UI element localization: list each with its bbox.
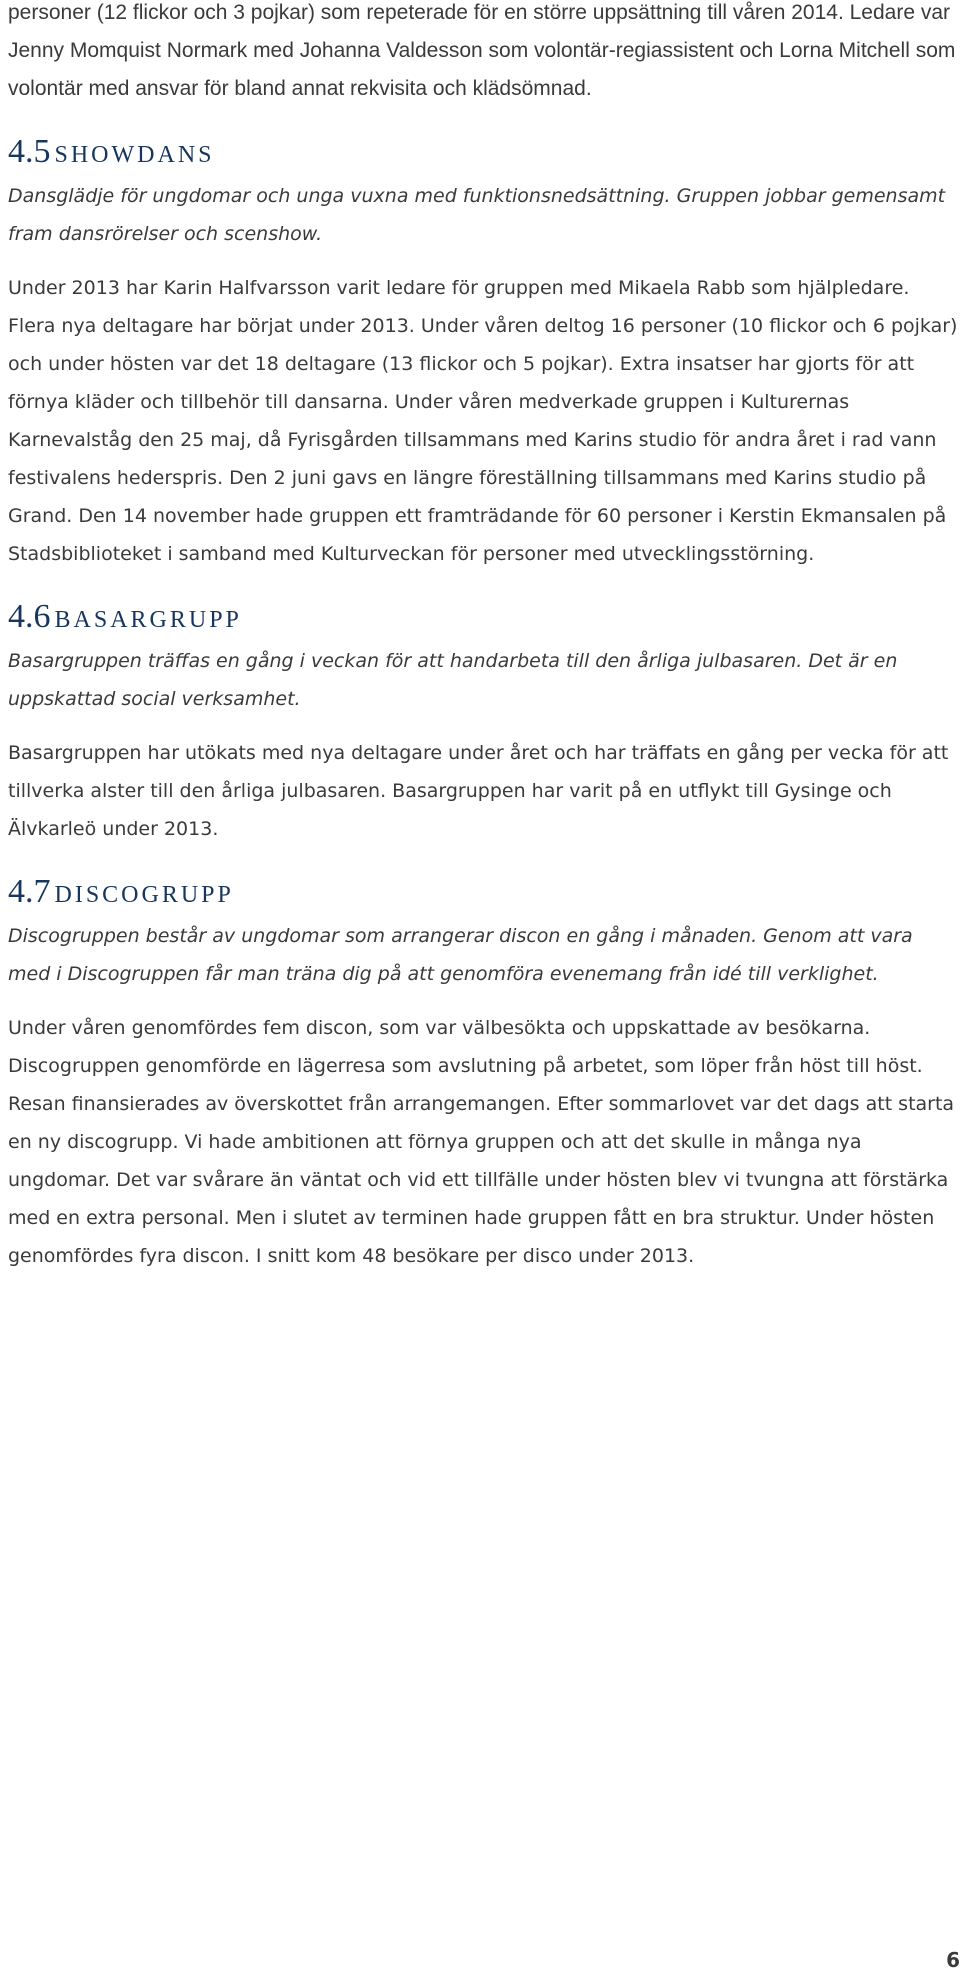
section-lead: Discogruppen består av ungdomar som arrangerar discon en gång i månaden. Genom att vara med i Discogruppen får man träna dig på att genomföra evenemang från idé till verklighet. — [8, 925, 913, 985]
section-number: 4.5 — [8, 133, 51, 170]
section-showdans — [8, 130, 958, 573]
section-body: Basargruppen har utökats med nya deltagare under året och har träffats en gång per vecka för att tillverka alster till den årliga julbasaren. Basargruppen har varit på en utflykt till Gysinge och Älvkarleö under 2013. — [8, 742, 949, 840]
section-number: 4.7 — [8, 873, 51, 910]
section-number: 4.6 — [8, 598, 51, 635]
section-lead: Dansglädje för ungdomar och unga vuxna med funktionsnedsättning. Gruppen jobbar gemensamt fram dansrörelser och scenshow. — [8, 185, 946, 245]
section-heading — [8, 870, 958, 917]
section-title: DISCOGRUPP — [54, 882, 234, 908]
section-heading — [8, 130, 958, 177]
document-page — [8, 0, 958, 1275]
section-title: SHOWDANS — [54, 142, 215, 168]
intro-paragraph: personer (12 flickor och 3 pojkar) som repeterade för en större uppsättning till våren 2014. Ledare var Jenny Momquist Normark med Johanna Valdesson som volontär-regiassistent och Lorna Mitchell som volontär med ansvar för bland annat rekvisita och klädsömnad. — [8, 1, 956, 100]
page-number: 6 — [946, 1948, 960, 1972]
section-body: Under 2013 har Karin Halfvarsson varit ledare för gruppen med Mikaela Rabb som hjälpledare. Flera nya deltagare har börjat under 2013. Under våren deltog 16 personer (10 flickor och 6 pojkar) och under hösten var det 18 deltagare (13 flickor och 5 pojkar). Extra insatser har gjorts för att förnya kläder och tillbehör till dansarna. Under våren medverkade gruppen i Kulturernas Karnevalståg den 25 maj, då Fyrisgården tillsammans med Karins studio för andra året i rad vann festivalens hederspris. Den 2 juni gavs en längre föreställning tillsammans med Karins studio på Grand. Den 14 november hade gruppen ett framträdande för 60 personer i Kerstin Ekmansalen på Stadsbiblioteket i samband med Kulturveckan för personer med utvecklingsstörning. — [8, 277, 958, 565]
section-body: Under våren genomfördes fem discon, som var välbesökta och uppskattade av besökarna. Discogruppen genomförde en lägerresa som avslutning på arbetet, som löper från höst till höst. Resan finansierades av överskottet från arrangemangen. Efter sommarlovet var det dags att starta en ny discogrupp. Vi hade ambitionen att förnya gruppen och att det skulle in många nya ungdomar. Det var svårare än väntat och vid ett tillfälle under hösten blev vi tvungna att förstärka med en extra personal. Men i slutet av terminen hade gruppen fått en bra struktur. Under hösten genomfördes fyra discon. I snitt kom 48 besökare per disco under 2013. — [8, 1017, 955, 1267]
section-lead: Basargruppen träffas en gång i veckan för att handarbeta till den årliga julbasaren. Det är en uppskattad social verksamhet. — [8, 650, 898, 710]
section-basargrupp — [8, 595, 958, 848]
section-heading — [8, 595, 958, 642]
section-discogrupp — [8, 870, 958, 1275]
section-title: BASARGRUPP — [54, 607, 242, 633]
